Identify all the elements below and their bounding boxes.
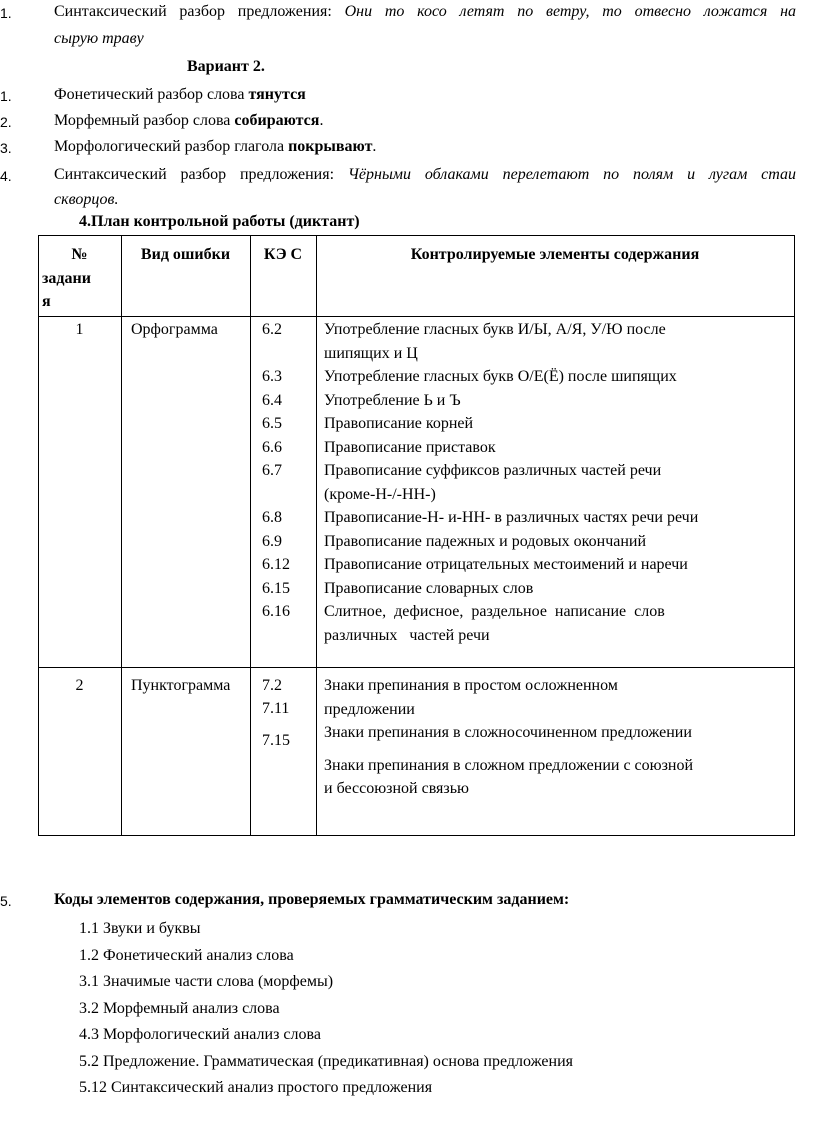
code-list-item: 3.2 Морфемный анализ слова	[79, 999, 280, 1017]
row-elements	[324, 674, 693, 801]
table-border	[794, 235, 795, 836]
code-item: 6.4	[262, 391, 282, 409]
code-list-item: 5.12 Синтаксический анализ простого предложения	[79, 1079, 433, 1096]
task-number: 1.	[0, 5, 12, 21]
header-num-line: №	[71, 246, 88, 263]
row-codes	[262, 318, 290, 624]
code-item: 6.15	[262, 579, 290, 597]
table-border	[250, 235, 251, 836]
row-elements	[324, 318, 698, 647]
code-list-item: 5.2 Предложение. Грамматическая (предикативная) основа предложения	[79, 1052, 573, 1070]
code-item: 6.5	[262, 415, 282, 432]
table-border	[38, 235, 795, 236]
code-item: 6.12	[262, 556, 290, 573]
header-type: Вид ошибки	[140, 246, 231, 263]
code-gap	[262, 342, 290, 366]
code-gap	[262, 483, 290, 507]
element-line: Употребление гласных букв О/Е(Ё) после шипящих	[324, 368, 677, 385]
task-sentence: Чёрными облаками перелетают по полям и лугам стаи	[347, 166, 796, 183]
task-text-line	[54, 3, 796, 21]
element-line: Правописание корней	[324, 415, 474, 432]
header-num-line: я	[42, 293, 51, 310]
element-line: шипящих и Ц	[324, 344, 418, 362]
task-word: покрывают	[288, 138, 373, 155]
task-number: 1.	[0, 88, 12, 104]
code-item: 7.15	[262, 732, 290, 749]
task-word: собираются	[234, 112, 320, 129]
code-list-item: 4.3 Морфологический анализ слова	[79, 1026, 321, 1043]
task-word: тянутся	[248, 86, 306, 103]
task-text: Морфологический разбор глагола	[54, 138, 289, 155]
element-line: и бессоюзной связью	[324, 780, 469, 797]
code-list-item: 3.1 Значимые части слова (морфемы)	[79, 973, 334, 990]
codes-list	[79, 916, 573, 1102]
row-type: Орфограмма	[131, 321, 218, 338]
element-line: (кроме-Н-/-НН-)	[324, 485, 436, 503]
element-line: Знаки препинания в сложносочиненном предложении	[324, 724, 692, 741]
task-text-line	[54, 166, 796, 184]
task-sentence-cont: сырую траву	[54, 30, 144, 47]
task-item	[54, 86, 306, 104]
task-item	[54, 138, 376, 156]
element-line: различных частей речи	[324, 626, 490, 644]
task-text: Синтаксический разбор предложения:	[54, 166, 348, 183]
element-line: Правописание падежных и родовых окончаний	[324, 532, 647, 550]
code-item: 6.2	[262, 321, 282, 338]
header-num	[38, 243, 121, 314]
row-num: 2	[75, 677, 84, 694]
plan-title: 4.План контрольной работы (диктант)	[79, 213, 360, 230]
element-line: Правописание словарных слов	[324, 579, 534, 597]
table-border	[121, 235, 122, 836]
element-line: Слитное, дефисное, раздельное написание слов	[324, 603, 665, 620]
element-line: Употребление Ь и Ъ	[324, 391, 461, 409]
variant-title: Вариант 2.	[187, 58, 265, 75]
row-num: 1	[75, 321, 84, 338]
table-border	[38, 667, 795, 668]
code-item: 7.11	[262, 700, 290, 717]
task-number: 4.	[0, 168, 12, 184]
task-text: Морфемный разбор слова	[54, 112, 235, 129]
task-number: 2.	[0, 114, 12, 130]
code-item: 6.3	[262, 368, 282, 385]
element-line: Правописание отрицательных местоимений и наречи	[324, 556, 688, 573]
code-item: 6.9	[262, 532, 282, 550]
header-elements: Контролируемые элементы содержания	[410, 246, 700, 263]
table-border	[316, 235, 317, 836]
element-line: Употребление гласных букв И/Ы, А/Я, У/Ю после	[324, 321, 666, 338]
row-type: Пунктограмма	[131, 677, 231, 694]
table-border	[38, 835, 795, 836]
task-sentence-cont: скворцов.	[54, 191, 119, 208]
element-line: Знаки препинания в простом осложненном	[324, 677, 618, 694]
code-item: 7.2	[262, 677, 282, 694]
task-text: Синтаксический разбор предложения:	[54, 3, 345, 20]
element-line: Правописание-Н- и-НН- в различных частях речи речи	[324, 509, 699, 526]
element-line: Правописание приставок	[324, 438, 496, 456]
header-code: КЭ С	[263, 246, 303, 263]
code-item: 6.8	[262, 509, 282, 526]
code-item: 6.6	[262, 438, 282, 456]
element-line: Правописание суффиксов различных частей речи	[324, 462, 662, 479]
element-line: предложении	[324, 700, 415, 718]
task-text: Фонетический разбор слова	[54, 86, 249, 103]
element-line: Знаки препинания в сложном предложении с союзной	[324, 756, 694, 774]
section-number: 5.	[0, 893, 12, 909]
table-border	[38, 316, 795, 317]
code-list-item: 1.2 Фонетический анализ слова	[79, 946, 294, 964]
task-sentence: Они то косо летят по ветру, то отвесно ложатся на	[344, 3, 797, 20]
task-number: 3.	[0, 140, 12, 156]
header-num-line: задани	[42, 269, 91, 287]
task-item	[54, 112, 323, 130]
task-suffix: .	[372, 138, 377, 155]
code-item: 6.16	[262, 603, 290, 620]
code-item: 6.7	[262, 462, 282, 479]
task-suffix: .	[319, 112, 324, 129]
section-title: Коды элементов содержания, проверяемых грамматическим заданием:	[54, 891, 570, 908]
code-list-item: 1.1 Звуки и буквы	[79, 920, 201, 937]
